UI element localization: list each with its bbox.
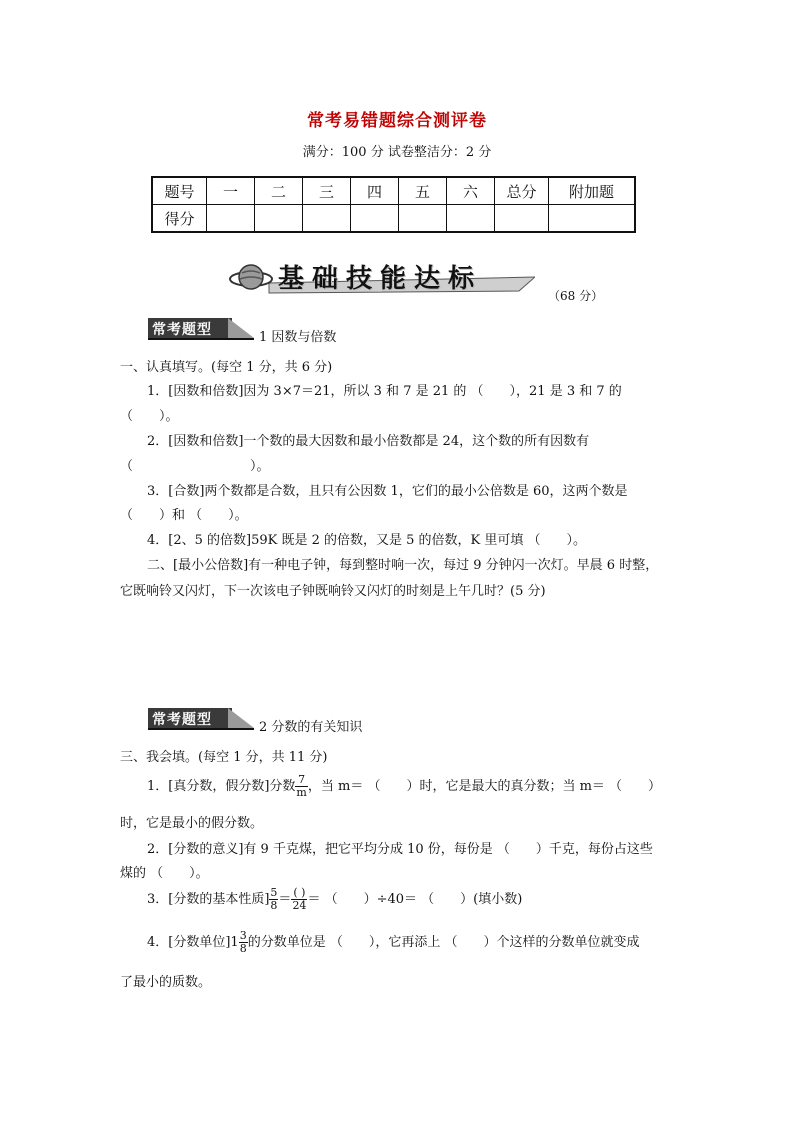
s2-question-1-line-2: 时，它是最小的假分数。 xyxy=(120,816,264,831)
question-1-line-1: 1．[因数和倍数]因为 3×7＝21，所以 3 和 7 是 21 的 （ ），21 是 3 和 7 的 xyxy=(147,384,622,399)
part2-line-1: 二、[最小公倍数]有一种电子钟，每到整时响一次，每过 9 分钟闪一次灯。早晨 6 时整， xyxy=(147,558,659,573)
fraction-numerator: 3 xyxy=(239,929,247,942)
score-input-1[interactable] xyxy=(207,205,255,233)
part3-heading: 三、我会填。(每空 1 分，共 11 分) xyxy=(120,750,328,765)
question-type-tag-2 xyxy=(148,708,254,730)
page-title: 常考易错题综合测评卷 xyxy=(307,111,487,131)
fraction-denominator: 8 xyxy=(239,942,247,955)
s2-q1-mid: ，当 m＝ （ ）时，它是最大的真分数；当 m＝ （ ） xyxy=(307,779,662,794)
banner-title: 基础技能达标 xyxy=(278,264,483,294)
question-2-line-2: （ ）。 xyxy=(120,459,270,474)
score-cell-4: 四 xyxy=(351,177,399,205)
score-input-total[interactable] xyxy=(495,205,549,233)
fraction-denominator: m xyxy=(296,786,307,799)
score-input-6[interactable] xyxy=(447,205,495,233)
part1-heading: 一、认真填写。(每空 1 分，共 6 分) xyxy=(120,360,333,375)
question-1-line-2: （ ）。 xyxy=(120,409,179,424)
s2-q4-prefix: 4．[分数单位]1 xyxy=(147,935,239,950)
score-cell-extra: 附加题 xyxy=(549,177,636,205)
fraction xyxy=(239,930,248,955)
fraction-numerator: ( ) xyxy=(293,886,306,899)
s2-q1-prefix: 1．[真分数，假分数]分数 xyxy=(147,779,296,794)
s2-q3-rest: ＝ （ ）÷40＝ （ ）(填小数) xyxy=(307,892,523,907)
score-cell-6: 六 xyxy=(447,177,495,205)
score-input-4[interactable] xyxy=(351,205,399,233)
score-table-score-row xyxy=(152,205,635,233)
section-label-2: 2 分数的有关知识 xyxy=(259,720,363,735)
s2-question-4-line-1 xyxy=(147,930,639,955)
s2-question-3 xyxy=(147,887,522,912)
planet-icon xyxy=(230,265,272,289)
fraction-numerator: 5 xyxy=(270,886,278,899)
score-input-extra[interactable] xyxy=(549,205,636,233)
question-3-line-1: 3．[合数]两个数都是合数，且只有公因数 1，它们的最小公倍数是 60，这两个数是 xyxy=(147,484,628,499)
equals-sign: ＝ xyxy=(278,892,292,907)
score-input-3[interactable] xyxy=(303,205,351,233)
s2-question-1-line-1 xyxy=(147,774,661,799)
fraction xyxy=(291,887,307,912)
score-table xyxy=(151,176,636,233)
score-row-label: 得分 xyxy=(152,205,207,233)
score-cell-1: 一 xyxy=(207,177,255,205)
page-subtitle: 满分：100 分 试卷整洁分：2 分 xyxy=(302,145,492,160)
question-2-line-1: 2．[因数和倍数]一个数的最大因数和最小倍数都是 24，这个数的所有因数有 xyxy=(147,434,590,449)
fraction-denominator: 8 xyxy=(270,899,278,912)
s2-question-2-line-2: 煤的 （ ）。 xyxy=(120,866,209,881)
s2-question-4-line-2: 了最小的质数。 xyxy=(120,975,212,990)
score-cell-label: 题号 xyxy=(152,177,207,205)
question-3-line-2: （ ）和 （ ）。 xyxy=(120,508,248,523)
banner-score: （68 分） xyxy=(548,289,604,303)
fraction xyxy=(295,774,307,799)
section-label: 1 因数与倍数 xyxy=(259,330,337,345)
score-input-5[interactable] xyxy=(399,205,447,233)
fraction-numerator: 7 xyxy=(295,774,307,787)
fraction-denominator: 24 xyxy=(292,899,307,912)
part2-line-2: 它既响铃又闪灯，下一次该电子钟既响铃又闪灯的时刻是上午几时？(5 分) xyxy=(120,584,546,599)
s2-q4-rest: 的分数单位是 （ ），它再添上 （ ）个这样的分数单位就变成 xyxy=(247,935,640,950)
s2-q3-prefix: 3．[分数的基本性质] xyxy=(147,892,270,907)
question-type-tag-text: 常考题型 xyxy=(152,322,212,338)
score-cell-3: 三 xyxy=(303,177,351,205)
score-cell-total: 总分 xyxy=(495,177,549,205)
score-cell-2: 二 xyxy=(255,177,303,205)
score-input-2[interactable] xyxy=(255,205,303,233)
question-type-tag xyxy=(148,318,254,340)
question-4-line-1: 4．[2、5 的倍数]59K 既是 2 的倍数，又是 5 的倍数，K 里可填 （ ）。 xyxy=(147,533,587,548)
score-table-header-row xyxy=(152,177,635,205)
s2-question-2-line-1: 2．[分数的意义]有 9 千克煤，把它平均分成 10 份，每份是 （ ）千克，每份占这些 xyxy=(147,842,653,857)
score-cell-5: 五 xyxy=(399,177,447,205)
question-type-tag-2-text: 常考题型 xyxy=(152,712,212,728)
